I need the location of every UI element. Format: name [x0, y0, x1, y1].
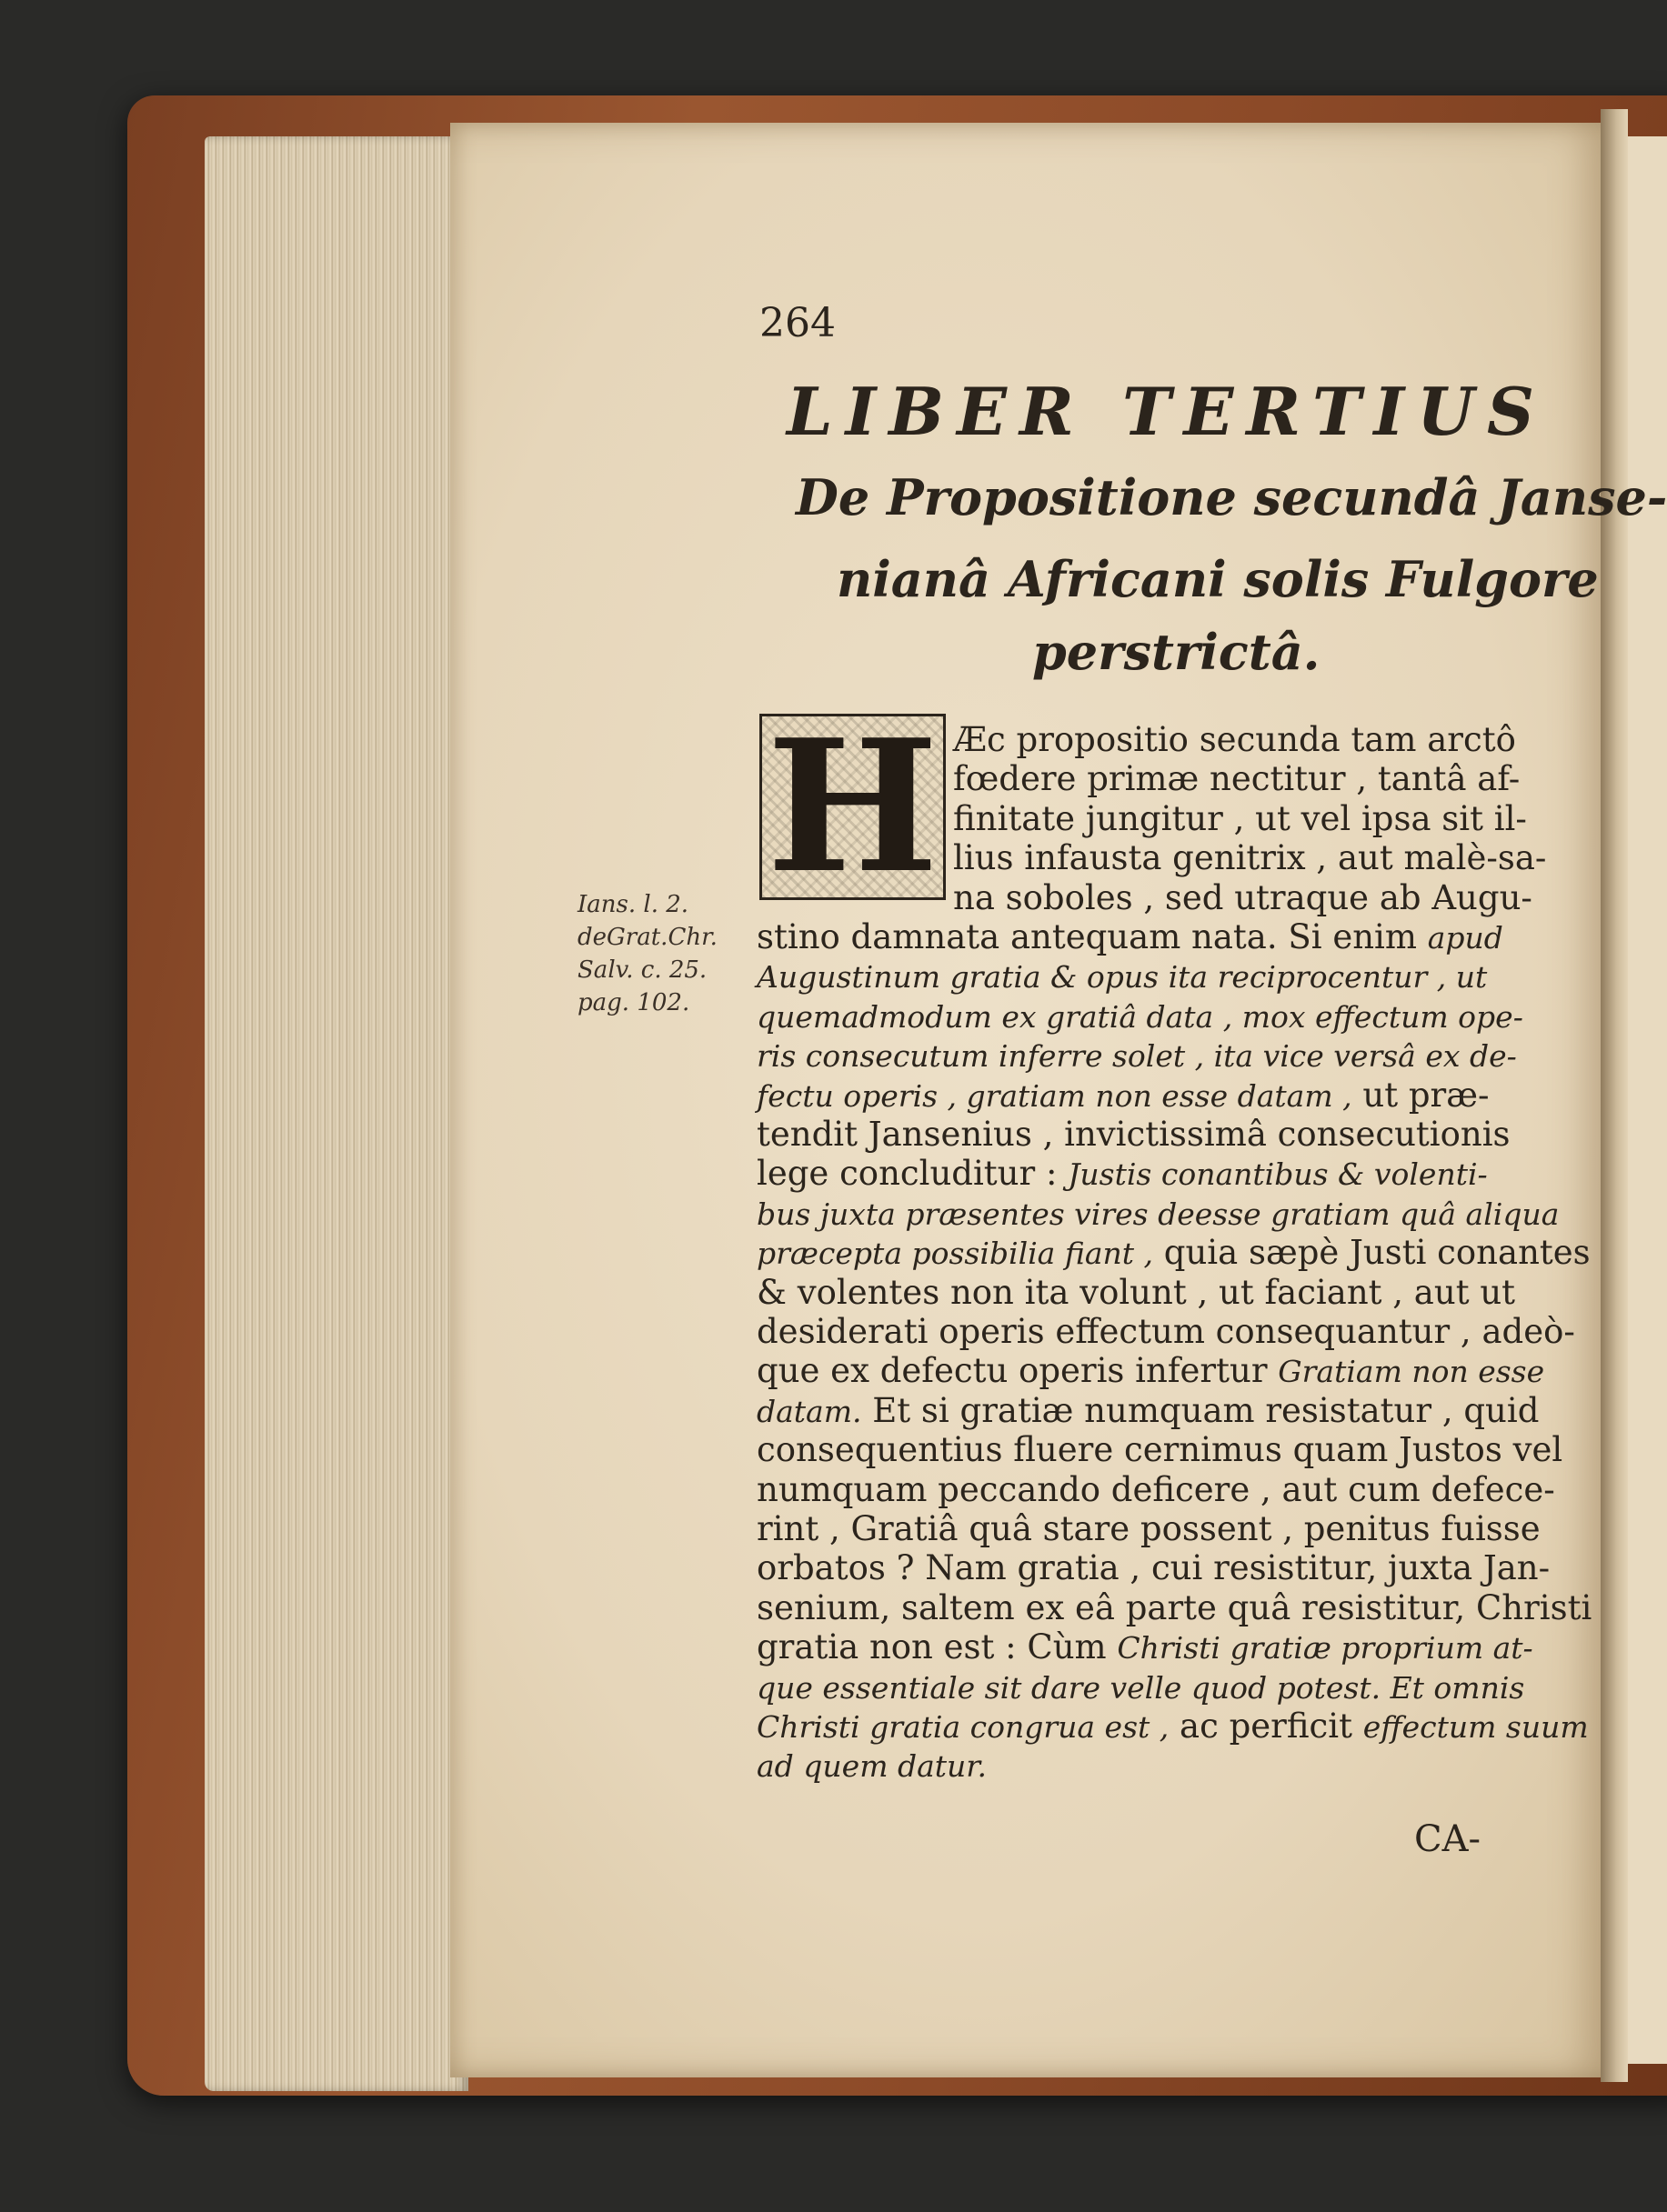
roman-text: tendit Jansenius , invictissimâ consecutionis [757, 1115, 1511, 1154]
roman-text: rint , Gratiâ quâ stare possent , penitus fuisse [757, 1509, 1541, 1548]
body-line [757, 1312, 1575, 1351]
body-line [757, 1509, 1541, 1548]
roman-text: lege concluditur : [757, 1154, 1069, 1194]
roman-text: que ex defectu operis infertur [757, 1351, 1279, 1391]
italic-text: Gratiam non esse [1278, 1354, 1545, 1390]
page-number: 264 [759, 300, 836, 346]
roman-text: consequentius fluere cernimus quam Justos vel [757, 1430, 1563, 1470]
body-line [757, 1272, 1516, 1312]
body-line [757, 1670, 1524, 1704]
roman-text: lius infausta genitrix , aut malè-sa- [953, 838, 1547, 878]
italic-text: que essentiale sit dare velle quod potest. Et omnis [757, 1669, 1525, 1706]
body-line [757, 959, 1488, 996]
body-line [953, 838, 1547, 878]
italic-text: ad quem datur. [757, 1748, 987, 1785]
body-line [757, 1390, 1540, 1430]
roman-text: stino damnata antequam nata. Si enim [757, 917, 1428, 956]
roman-text: na soboles , sed utraque ab Augu- [953, 877, 1532, 917]
subtitle-line-1: De Propositione secundâ Janse- [796, 468, 1667, 526]
body-line [757, 999, 1523, 1033]
body-line [757, 1154, 1488, 1194]
roman-text: desiderati operis effectum consequantur , adeò- [757, 1312, 1575, 1351]
italic-text: apud [1427, 920, 1503, 956]
body-line [757, 1351, 1545, 1391]
roman-text: fœdere primæ nectitur , tantâ af- [953, 759, 1521, 799]
subtitle-line-2: nianâ Africani solis Fulgore [837, 550, 1599, 608]
page-edges [205, 136, 468, 2091]
roman-text: finitate jungitur , ut vel ipsa sit il- [953, 798, 1527, 838]
body-line [757, 1038, 1517, 1075]
roman-text: & volentes non ita volunt , ut faciant , aut ut [757, 1272, 1516, 1312]
margin-note: Salv. c. 25. [577, 956, 708, 984]
body-line [953, 759, 1521, 799]
body-line [757, 1627, 1533, 1667]
catchword: CA- [1414, 1818, 1481, 1860]
body-line [757, 1430, 1563, 1470]
book-gutter [1601, 109, 1628, 2082]
roman-text: ut præ- [1351, 1075, 1490, 1115]
body-line [953, 720, 1516, 759]
body-line [757, 1748, 987, 1785]
italic-text: Christi gratia congrua est , [757, 1709, 1170, 1745]
facing-page-edge [1628, 136, 1667, 2064]
roman-text: numquam peccando deficere , aut cum defece- [757, 1469, 1555, 1509]
body-line [757, 1587, 1592, 1627]
italic-text: Christi gratiæ proprium at- [1117, 1630, 1533, 1667]
italic-text: Augustinum gratia & opus ita reciprocentur , ut [757, 959, 1488, 996]
italic-text: datam. [757, 1393, 862, 1429]
roman-text: Et si gratiæ numquam resistatur , quid [861, 1390, 1540, 1430]
roman-text: orbatos ? Nam gratia , cui resistitur, juxta Jan- [757, 1548, 1551, 1588]
body-line [757, 1075, 1490, 1115]
margin-note: deGrat.Chr. [577, 924, 718, 951]
roman-text: ac perficit [1169, 1707, 1363, 1746]
body-line [757, 1115, 1511, 1154]
body-line [953, 877, 1532, 917]
italic-text: bus juxta præsentes vires deesse gratiam quâ aliqua [757, 1196, 1560, 1232]
italic-text: quemadmodum ex gratiâ data , mox effectum ope- [757, 998, 1523, 1035]
roman-text: Æc propositio secunda tam arctô [953, 720, 1516, 759]
decorated-initial [759, 699, 946, 914]
subtitle-line-3: perstrictâ. [1032, 623, 1321, 681]
margin-note: pag. 102. [577, 989, 690, 1016]
initial-letter: H [762, 716, 943, 897]
body-line [757, 1707, 1589, 1746]
italic-text: præcepta possibilia fiant , [757, 1236, 1154, 1272]
body-line [757, 1548, 1551, 1588]
body-line [757, 1196, 1559, 1230]
italic-text: effectum suum [1362, 1709, 1589, 1745]
body-line [953, 798, 1527, 838]
italic-text: fectu operis , gratiam non esse datam , [757, 1077, 1352, 1114]
roman-text: senium, saltem ex eâ parte quâ resistitur, Christi [757, 1587, 1592, 1627]
body-line [757, 917, 1503, 956]
body-line [757, 1233, 1591, 1273]
italic-text: Justis conantibus & volenti- [1068, 1156, 1488, 1193]
margin-note: Ians. l. 2. [577, 891, 689, 918]
roman-text: gratia non est : Cùm [757, 1627, 1118, 1667]
body-line [757, 1469, 1555, 1509]
roman-text: quia sæpè Justi conantes [1153, 1233, 1591, 1273]
book-title: LIBER TERTIUS [787, 373, 1548, 450]
italic-text: ris consecutum inferre solet , ita vice versâ ex de- [757, 1038, 1517, 1075]
